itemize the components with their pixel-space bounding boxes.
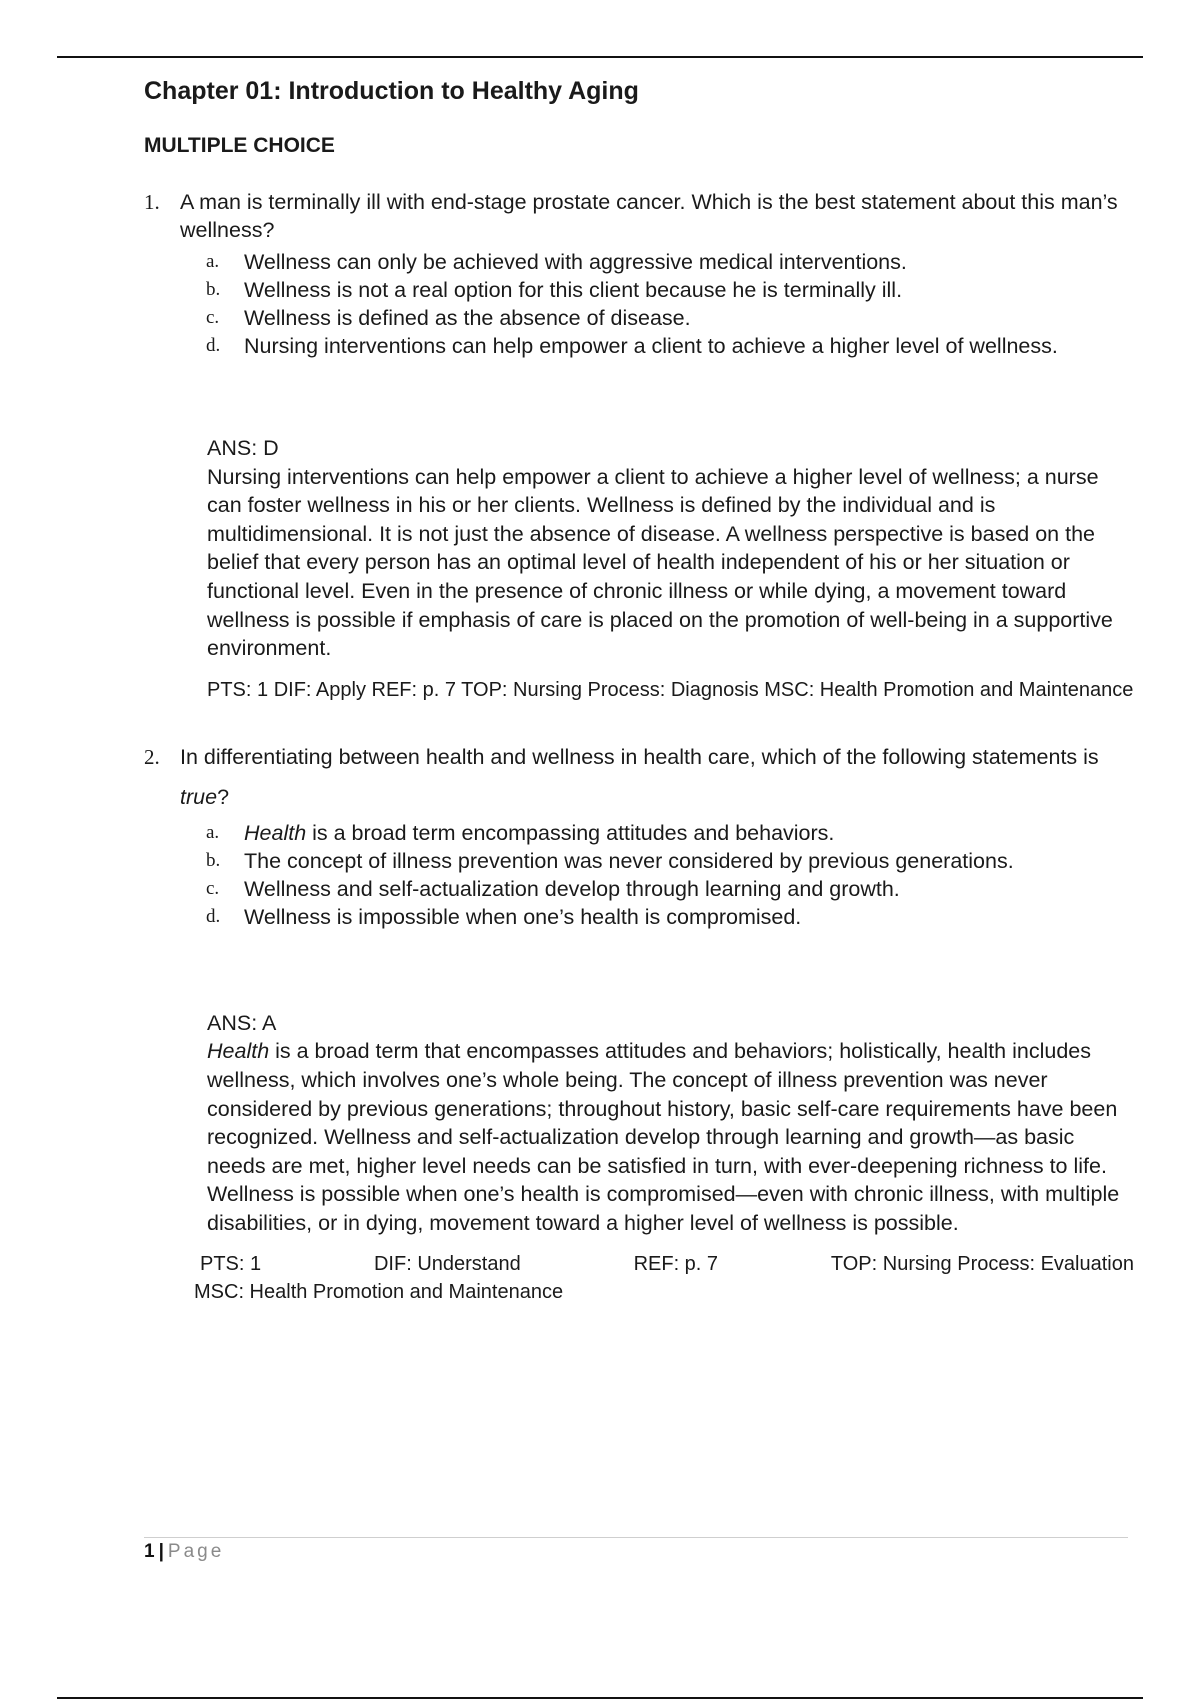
footer-rule bbox=[144, 1537, 1128, 1538]
question-stem bbox=[180, 737, 1134, 817]
page-footer bbox=[144, 1541, 224, 1563]
bottom-rule bbox=[57, 1697, 1143, 1699]
option-text: Wellness is impossible when one’s health is compromised. bbox=[244, 904, 802, 929]
page-separator: | bbox=[158, 1541, 164, 1562]
option-c bbox=[206, 304, 1134, 332]
option-d bbox=[206, 903, 1134, 931]
stem-text: In differentiating between health and wellness in health care, which of the following statements is bbox=[180, 744, 1099, 769]
option-emphasis: Health bbox=[244, 820, 307, 845]
question-2 bbox=[144, 737, 1134, 1306]
question-meta bbox=[194, 1250, 1134, 1306]
option-letter: c. bbox=[206, 307, 220, 328]
option-letter: b. bbox=[206, 849, 221, 871]
page-word: Page bbox=[167, 1541, 225, 1562]
page-number: 1 bbox=[144, 1541, 155, 1562]
option-d bbox=[206, 332, 1134, 360]
option-b bbox=[206, 276, 1134, 304]
chapter-title: Chapter 01: Introduction to Healthy Aging bbox=[144, 77, 639, 105]
options-list bbox=[206, 248, 1134, 360]
option-letter: a. bbox=[206, 251, 220, 272]
question-meta: PTS: 1 DIF: Apply REF: p. 7 TOP: Nursing Process: Diagnosis MSC: Health Promotion and Maintenance bbox=[207, 678, 1134, 701]
option-c bbox=[206, 875, 1134, 903]
answer-rationale: Nursing interventions can help empower a client to achieve a higher level of wellness; a nurse can foster wellness in his or her clients. Wellness is defined by the individual and is multidimensional. It is not just the absence of disease. A wellness perspective is based on the belief that every person has an optimal level of health independent of his or her situation or functional level. Even in the presence of chronic illness or while dying, a movement toward wellness is possible if emphasis of care is placed on the promotion of well-being in a supportive environment. bbox=[207, 464, 1113, 661]
answer-rationale bbox=[207, 1037, 1134, 1237]
options-list bbox=[206, 819, 1134, 931]
page-content bbox=[144, 72, 1134, 1306]
meta-msc: MSC: Health Promotion and Maintenance bbox=[194, 1280, 564, 1303]
stem-end: ? bbox=[217, 784, 230, 809]
meta-dif: DIF: Understand bbox=[373, 1252, 521, 1275]
rationale-emphasis: Health bbox=[207, 1039, 270, 1064]
option-text: Wellness and self-actualization develop through learning and growth. bbox=[244, 876, 900, 901]
option-letter: b. bbox=[206, 279, 221, 300]
option-text: The concept of illness prevention was never considered by previous generations. bbox=[244, 848, 1014, 873]
option-text: Wellness is not a real option for this client because he is terminally ill. bbox=[244, 278, 903, 302]
meta-pts: PTS: 1 bbox=[200, 1252, 262, 1275]
top-rule bbox=[57, 56, 1143, 58]
meta-ref: REF: p. 7 bbox=[633, 1252, 719, 1275]
option-text: is a broad term encompassing attitudes and behaviors. bbox=[306, 820, 835, 845]
meta-top: TOP: Nursing Process: Evaluation bbox=[830, 1252, 1134, 1275]
option-b bbox=[206, 847, 1134, 875]
option-text: Wellness can only be achieved with aggressive medical interventions. bbox=[244, 250, 907, 274]
question-stem: A man is terminally ill with end-stage prostate cancer. Which is the best statement about this man’s wellness? bbox=[180, 190, 1118, 242]
meta-row bbox=[194, 1250, 1134, 1278]
answer-label: ANS: D bbox=[207, 436, 279, 460]
option-text: Nursing interventions can help empower a client to achieve a higher level of wellness. bbox=[244, 334, 1058, 358]
option-a bbox=[206, 819, 1134, 847]
section-title: MULTIPLE CHOICE bbox=[144, 134, 335, 157]
question-1 bbox=[144, 188, 1134, 703]
stem-emphasis: true bbox=[180, 784, 218, 809]
option-text: Wellness is defined as the absence of disease. bbox=[244, 306, 691, 330]
option-letter: d. bbox=[206, 905, 221, 927]
question-number: 1. bbox=[144, 190, 160, 214]
option-letter: c. bbox=[206, 877, 220, 899]
option-letter: a. bbox=[206, 821, 220, 843]
question-number: 2. bbox=[144, 744, 160, 769]
rationale-text: is a broad term that encompasses attitudes and behaviors; holistically, health includes wellness, which involves one’s whole being. The concept of illness prevention was never considered by previous generations; throughout history, basic self-care requirements have been recognized. Wellness and self-actualization develop through learning and growth—as basic needs are met, higher level needs can be satisfied in turn, with ever-deepening richness to life. Wellness is possible when one’s health is compromised—even with chronic illness, with multiple disabilities, or in dying, movement toward a higher level of wellness is possible. bbox=[207, 1039, 1120, 1235]
option-letter: d. bbox=[206, 335, 221, 356]
answer-label: ANS: A bbox=[207, 1010, 277, 1035]
option-a bbox=[206, 248, 1134, 276]
